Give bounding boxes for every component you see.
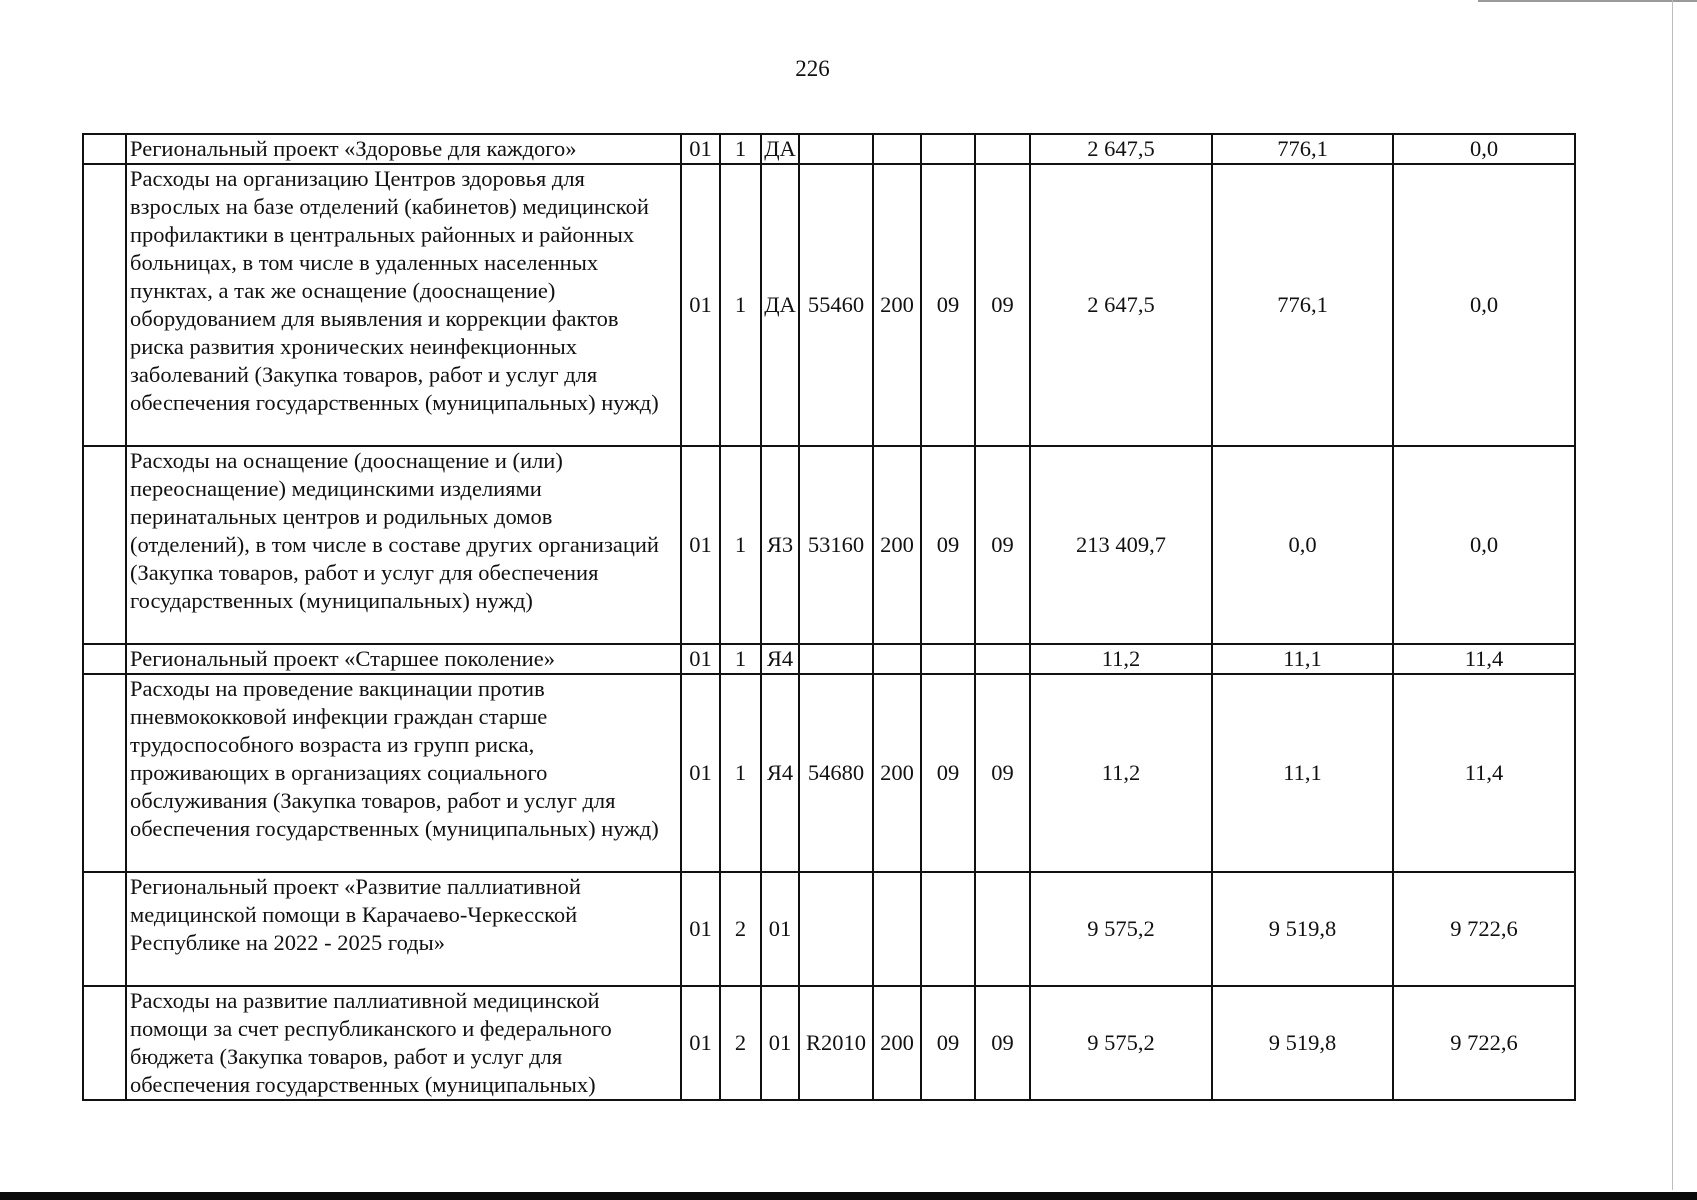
code-division: 09 bbox=[921, 446, 975, 644]
budget-table bbox=[82, 133, 1576, 1101]
amount-year-2: 9 519,8 bbox=[1212, 872, 1393, 986]
code-expense-type: 200 bbox=[873, 446, 921, 644]
row-blank-cell bbox=[83, 674, 126, 872]
table-row bbox=[83, 134, 1575, 164]
code-section: 01 bbox=[681, 164, 720, 446]
code-expense-type: 200 bbox=[873, 164, 921, 446]
code-subdivision bbox=[975, 134, 1030, 164]
code-target bbox=[799, 644, 873, 674]
amount-year-1: 213 409,7 bbox=[1030, 446, 1212, 644]
code-section: 01 bbox=[681, 134, 720, 164]
table-row bbox=[83, 872, 1575, 986]
amount-year-2: 0,0 bbox=[1212, 446, 1393, 644]
code-division bbox=[921, 644, 975, 674]
scan-edge-line bbox=[1672, 0, 1673, 1190]
row-blank-cell bbox=[83, 986, 126, 1100]
amount-year-3: 0,0 bbox=[1393, 134, 1575, 164]
amount-year-3: 11,4 bbox=[1393, 674, 1575, 872]
table-row bbox=[83, 986, 1575, 1100]
code-expense-type: 200 bbox=[873, 986, 921, 1100]
code-expense-type bbox=[873, 134, 921, 164]
row-blank-cell bbox=[83, 164, 126, 446]
code-subprogram: 2 bbox=[720, 986, 761, 1100]
code-section: 01 bbox=[681, 674, 720, 872]
scan-top-edge bbox=[1478, 0, 1697, 2]
table-row bbox=[83, 446, 1575, 644]
code-subprogram: 1 bbox=[720, 164, 761, 446]
amount-year-1: 2 647,5 bbox=[1030, 134, 1212, 164]
code-division bbox=[921, 872, 975, 986]
code-subprogram: 1 bbox=[720, 446, 761, 644]
code-expense-type bbox=[873, 872, 921, 986]
code-division bbox=[921, 134, 975, 164]
row-description: Расходы на оснащение (дооснащение и (или) переоснащение) медицинскими изделиями перинатальных центров и родильных домов (отделений), в том числе в составе других организаций (Закупка товаров, работ и услуг для обеспечения государственных (муниципальных) нужд) bbox=[126, 446, 681, 644]
code-subdivision: 09 bbox=[975, 674, 1030, 872]
amount-year-3: 9 722,6 bbox=[1393, 986, 1575, 1100]
code-direction: Я4 bbox=[761, 674, 799, 872]
amount-year-2: 776,1 bbox=[1212, 134, 1393, 164]
amount-year-2: 11,1 bbox=[1212, 644, 1393, 674]
code-section: 01 bbox=[681, 986, 720, 1100]
row-description: Расходы на развитие паллиативной медицинской помощи за счет республиканского и федерального бюджета (Закупка товаров, работ и услуг для обеспечения государственных (муниципальных) bbox=[126, 986, 681, 1100]
code-subprogram: 2 bbox=[720, 872, 761, 986]
code-subprogram: 1 bbox=[720, 674, 761, 872]
amount-year-1: 11,2 bbox=[1030, 644, 1212, 674]
page-number: 226 bbox=[795, 56, 830, 81]
row-description: Расходы на проведение вакцинации против пневмококковой инфекции граждан старше трудоспособного возраста из групп риска, проживающих в организациях социального обслуживания (Закупка товаров, работ и услуг для обеспечения государственных (муниципальных) нужд) bbox=[126, 674, 681, 872]
table-row bbox=[83, 164, 1575, 446]
code-subprogram: 1 bbox=[720, 644, 761, 674]
row-description: Региональный проект «Здоровье для каждого» bbox=[126, 134, 681, 164]
code-section: 01 bbox=[681, 872, 720, 986]
code-subdivision bbox=[975, 872, 1030, 986]
amount-year-2: 11,1 bbox=[1212, 674, 1393, 872]
code-direction: Я3 bbox=[761, 446, 799, 644]
code-target: 55460 bbox=[799, 164, 873, 446]
amount-year-3: 0,0 bbox=[1393, 164, 1575, 446]
code-subdivision: 09 bbox=[975, 164, 1030, 446]
row-description: Расходы на организацию Центров здоровья для взрослых на базе отделений (кабинетов) медицинской профилактики в центральных районных и районных больницах, в том числе в удаленных населенных пунктах, а так же оснащение (дооснащение) оборудованием для выявления и коррекции фактов риска развития хронических неинфекционных заболеваний (Закупка товаров, работ и услуг для обеспечения государственных (муниципальных) нужд) bbox=[126, 164, 681, 446]
row-blank-cell bbox=[83, 872, 126, 986]
amount-year-1: 9 575,2 bbox=[1030, 986, 1212, 1100]
code-target bbox=[799, 872, 873, 986]
amount-year-1: 2 647,5 bbox=[1030, 164, 1212, 446]
code-direction: ДА bbox=[761, 164, 799, 446]
code-target: R2010 bbox=[799, 986, 873, 1100]
code-expense-type bbox=[873, 644, 921, 674]
code-division: 09 bbox=[921, 674, 975, 872]
row-description: Региональный проект «Развитие паллиативной медицинской помощи в Карачаево-Черкесской Республике на 2022 - 2025 годы» bbox=[126, 872, 681, 986]
code-subdivision: 09 bbox=[975, 986, 1030, 1100]
amount-year-1: 9 575,2 bbox=[1030, 872, 1212, 986]
code-division: 09 bbox=[921, 986, 975, 1100]
code-direction: 01 bbox=[761, 872, 799, 986]
table-row bbox=[83, 644, 1575, 674]
code-target: 54680 bbox=[799, 674, 873, 872]
code-subprogram: 1 bbox=[720, 134, 761, 164]
code-target bbox=[799, 134, 873, 164]
row-description: Региональный проект «Старшее поколение» bbox=[126, 644, 681, 674]
row-blank-cell bbox=[83, 644, 126, 674]
amount-year-2: 9 519,8 bbox=[1212, 986, 1393, 1100]
table-row bbox=[83, 674, 1575, 872]
amount-year-2: 776,1 bbox=[1212, 164, 1393, 446]
code-section: 01 bbox=[681, 644, 720, 674]
code-target: 53160 bbox=[799, 446, 873, 644]
row-blank-cell bbox=[83, 446, 126, 644]
code-direction: 01 bbox=[761, 986, 799, 1100]
amount-year-3: 11,4 bbox=[1393, 644, 1575, 674]
code-expense-type: 200 bbox=[873, 674, 921, 872]
scan-bottom-bar bbox=[0, 1192, 1697, 1200]
amount-year-3: 9 722,6 bbox=[1393, 872, 1575, 986]
code-section: 01 bbox=[681, 446, 720, 644]
amount-year-1: 11,2 bbox=[1030, 674, 1212, 872]
code-subdivision bbox=[975, 644, 1030, 674]
code-direction: ДА bbox=[761, 134, 799, 164]
amount-year-3: 0,0 bbox=[1393, 446, 1575, 644]
row-blank-cell bbox=[83, 134, 126, 164]
code-division: 09 bbox=[921, 164, 975, 446]
code-subdivision: 09 bbox=[975, 446, 1030, 644]
code-direction: Я4 bbox=[761, 644, 799, 674]
